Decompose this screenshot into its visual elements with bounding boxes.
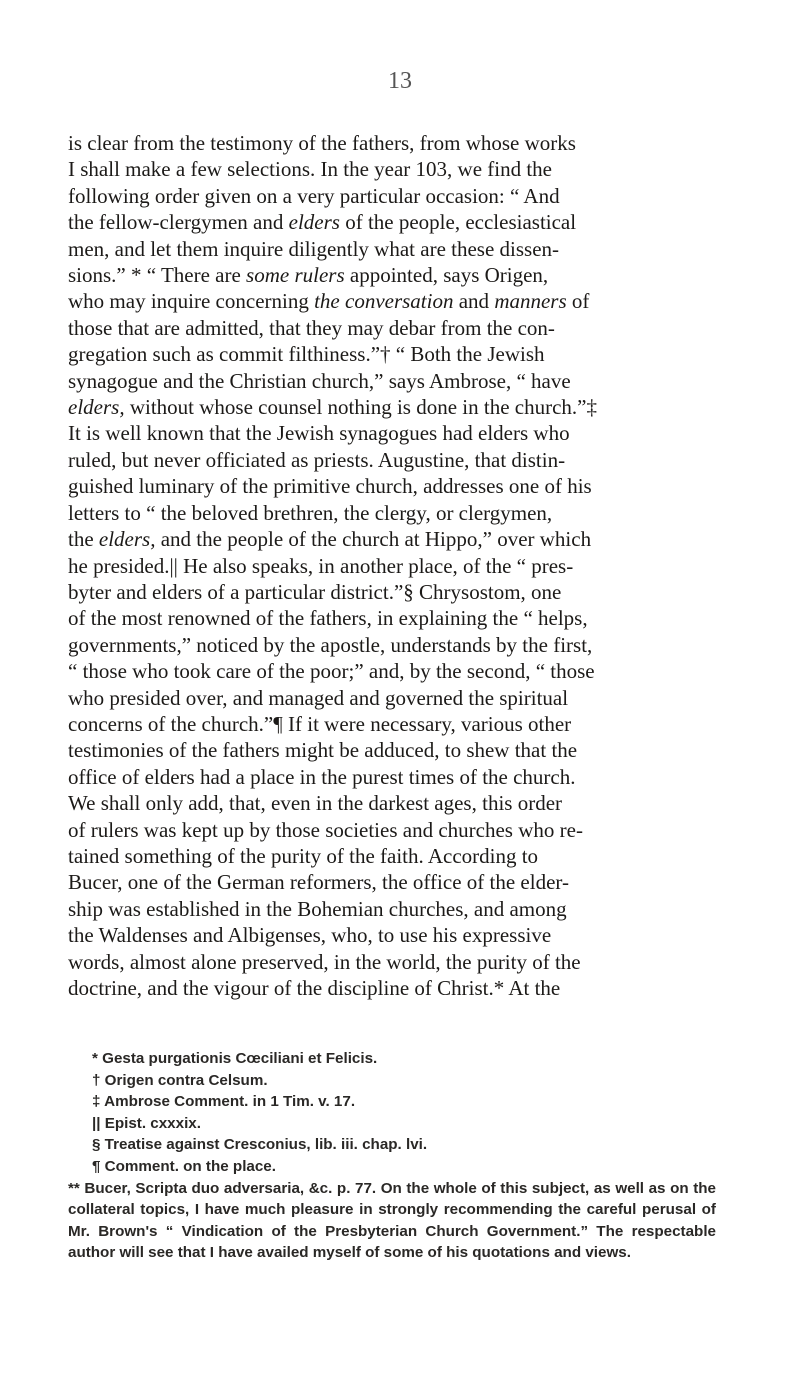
text-line: testimonies of the fathers might be adduced, to shew that the [68, 738, 578, 763]
text-line: sions.” * “ There are some rulers appointed, says Origen, [68, 263, 549, 288]
text-line: the elders, and the people of the church at Hippo,” over which [68, 527, 592, 552]
text-line: gregation such as commit filthiness.”† “ Both the Jewish [68, 342, 545, 367]
text-line: byter and elders of a particular district.”§ Chrysostom, one [68, 579, 562, 604]
text-line: following order given on a very particular occasion: “ And [68, 183, 560, 208]
text-line: governments,” noticed by the apostle, understands by the first, [68, 632, 593, 657]
footnote: ** Bucer, Scripta duo adversaria, &c. p. 77. On the whole of this subject, as well as on the collateral topics, I have much pleasure in strongly recommending the careful perusal of Mr. Brown's “ Vindication of the Presbyterian Church Government.” The respectable author will see that I have availed myself of some of his quotations and views. [68, 1179, 716, 1262]
text-line: ship was established in the Bohemian churches, and among [68, 896, 567, 921]
footnote: ¶ Comment. on the place. [92, 1157, 276, 1175]
text-line: tained something of the purity of the faith. According to [68, 843, 539, 868]
text-line: of rulers was kept up by those societies and churches who re- [68, 817, 583, 842]
text-line: letters to “ the beloved brethren, the clergy, or clergymen, [68, 500, 553, 525]
text-line: It is well known that the Jewish synagogues had elders who [68, 421, 570, 446]
text-line: “ those who took care of the poor;” and, by the second, “ those [68, 659, 595, 684]
text-line: words, almost alone preserved, in the world, the purity of the [68, 949, 581, 974]
text-line: those that are admitted, that they may debar from the con- [68, 315, 555, 340]
text-line: guished luminary of the primitive church, addresses one of his [68, 474, 592, 499]
text-line: who presided over, and managed and governed the spiritual [68, 685, 569, 710]
text-line: is clear from the testimony of the fathers, from whose works [68, 131, 576, 155]
page-number: 13 [388, 68, 412, 94]
footnote: * Gesta purgationis Cœciliani et Felicis. [92, 1050, 378, 1067]
text-line: men, and let them inquire diligently what are these dissen- [68, 236, 560, 261]
footnote: † Origen contra Celsum. [92, 1071, 268, 1089]
text-line: doctrine, and the vigour of the discipline of Christ.* At the [68, 976, 561, 1000]
text-line: Bucer, one of the German reformers, the office of the elder- [68, 870, 569, 895]
text-line: elders, without whose counsel nothing is done in the church.”‡ [68, 395, 597, 420]
text-line: concerns of the church.”¶ If it were necessary, various other [68, 711, 572, 736]
footnote: § Treatise against Cresconius, lib. iii. chap. lvi. [92, 1136, 428, 1154]
footnote: || Epist. cxxxix. [92, 1114, 201, 1132]
text-line: synagogue and the Christian church,” says Ambrose, “ have [68, 368, 571, 393]
body-text [68, 130, 716, 1001]
footnotes [68, 1048, 716, 1264]
text-line: he presided.|| He also speaks, in another place, of the “ pres- [68, 553, 574, 578]
text-line: the Waldenses and Albigenses, who, to use his expressive [68, 923, 552, 948]
text-line: office of elders had a place in the purest times of the church. [68, 764, 576, 789]
footnote: ‡ Ambrose Comment. in 1 Tim. v. 17. [92, 1093, 356, 1111]
text-line: I shall make a few selections. In the year 103, we find the [68, 157, 552, 182]
text-line: the fellow-clergymen and elders of the people, ecclesiastical [68, 210, 577, 235]
text-line: We shall only add, that, even in the darkest ages, this order [68, 791, 563, 816]
text-line: who may inquire concerning the conversation and manners of [68, 289, 590, 314]
text-line: of the most renowned of the fathers, in explaining the “ helps, [68, 606, 588, 631]
text-line: ruled, but never officiated as priests. Augustine, that distin- [68, 447, 566, 472]
